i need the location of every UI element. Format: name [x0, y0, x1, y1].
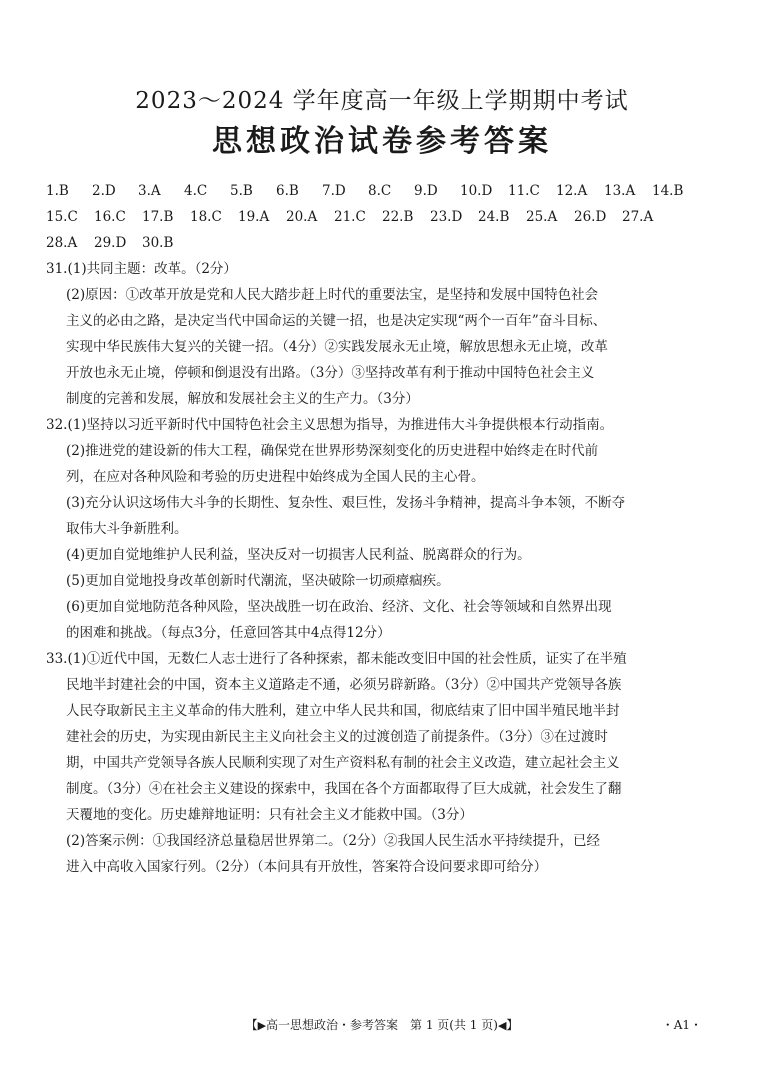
answer-line: (5)更加自觉地投身改革创新时代潮流，坚决破除一切顽瘴痼疾。 — [66, 573, 450, 589]
footer-text: 高一思想政治・参考答案 第 1 页(共 1 页) — [266, 1018, 498, 1032]
answer-line: 实现中华民族伟大复兴的关键一招。（4分）②实践发展永无止境，解放思想永无止境，改革 — [66, 339, 608, 355]
answer-line: 进入中高收入国家行列。（2分）（本问具有开放性，答案符合设问要求即可给分） — [66, 859, 548, 875]
answer-line: 制度。（3分）④在社会主义建设的探索中，我国在各个方面都取得了巨大成就，社会发生了翻 — [66, 781, 622, 797]
answer-line: 31.(1)共同主题：改革。（2分） — [46, 261, 237, 277]
choice-answer: 2.D — [92, 183, 116, 199]
choice-answer: 14.B — [652, 183, 684, 199]
answer-line: 开放也永无止境，停顿和倒退没有出路。（3分）③坚持改革有利于推动中国特色社会主义 — [66, 365, 595, 381]
choice-answer: 9.D — [414, 183, 438, 199]
choice-answer: 19.A — [238, 209, 270, 225]
answer-line: 32.(1)坚持以习近平新时代中国特色社会主义思想为指导，为推进伟大斗争提供根本行动指南。 — [46, 417, 614, 433]
choice-answers-row — [46, 178, 726, 204]
choice-answer: 28.A — [46, 235, 78, 251]
answer-line: (2)原因：①改革开放是党和人民大踏步赶上时代的重要法宝，是坚持和发展中国特色社会 — [66, 287, 599, 303]
choice-answer: 25.A — [526, 209, 558, 225]
choice-answer: 18.C — [190, 209, 222, 225]
choice-answer: 16.C — [94, 209, 126, 225]
right-triangle-icon: ▶ — [257, 1019, 267, 1032]
question-32 — [46, 412, 726, 646]
footer-right-bracket: 】 — [506, 1018, 519, 1032]
question-33 — [46, 646, 726, 880]
choice-answers — [46, 178, 726, 256]
answer-line: 建社会的历史，为实现由新民主主义向社会主义的过渡创造了前提条件。（3分）③在过渡时 — [66, 729, 608, 745]
choice-answer: 10.D — [460, 183, 493, 199]
choice-answer: 20.A — [286, 209, 318, 225]
choice-answer: 7.D — [322, 183, 346, 199]
footer-left-bracket: 【 — [245, 1018, 258, 1032]
answer-line: (2)推进党的建设新的伟大工程，确保党在世界形势深刻变化的历史进程中始终走在时代前 — [66, 443, 599, 459]
page-footer — [0, 1016, 764, 1033]
left-triangle-icon: ◀ — [497, 1019, 507, 1032]
answer-line: 人民夺取新民主主义革命的伟大胜利，建立中华人民共和国，彻底结束了旧中国半殖民地半封 — [66, 703, 620, 719]
choice-answer: 23.D — [430, 209, 463, 225]
choice-answers-row — [46, 230, 726, 256]
essay-answers — [46, 256, 726, 880]
choice-answer: 29.D — [94, 235, 127, 251]
choice-answer: 13.A — [604, 183, 636, 199]
answer-line: 列，在应对各种风险和考验的历史进程中始终成为全国人民的主心骨。 — [66, 469, 485, 485]
answer-line: 制度的完善和发展，解放和发展社会主义的生产力。（3分） — [66, 391, 419, 407]
answer-line: 天覆地的变化。历史雄辩地证明：只有社会主义才能救中国。（3分） — [66, 807, 473, 823]
exam-title: 2023～2024 学年度高一年级上学期期中考试 — [135, 88, 629, 114]
choice-answer: 12.A — [556, 183, 588, 199]
page-code: ・A1・ — [661, 1018, 702, 1032]
choice-answer: 3.A — [138, 183, 161, 199]
answer-line: 取伟大斗争新胜利。 — [66, 521, 188, 537]
choice-answer: 22.B — [382, 209, 414, 225]
choice-answer: 30.B — [142, 235, 174, 251]
choice-answer: 26.D — [574, 209, 607, 225]
answer-line: (3)充分认识这场伟大斗争的长期性、复杂性、艰巨性，发扬斗争精神，提高斗争本领，不断夺 — [66, 495, 626, 511]
answer-line: (6)更加自觉地防范各种风险，坚决战胜一切在政治、经济、文化、社会等领域和自然界出现 — [66, 599, 612, 615]
choice-answer: 6.B — [276, 183, 299, 199]
question-31 — [46, 256, 726, 412]
choice-answer: 27.A — [622, 209, 654, 225]
answer-line: (4)更加自觉地维护人民利益，坚决反对一切损害人民利益、脱离群众的行为。 — [66, 547, 531, 563]
choice-answer: 4.C — [184, 183, 208, 199]
choice-answer: 21.C — [334, 209, 366, 225]
answer-line: 33.(1)①近代中国，无数仁人志士进行了各种探索，都未能改变旧中国的社会性质，证实了在半殖 — [46, 651, 627, 667]
choice-answer: 5.B — [230, 183, 253, 199]
choice-answer: 17.B — [142, 209, 174, 225]
choice-answer: 24.B — [478, 209, 510, 225]
document-title: 思想政治试卷参考答案 — [212, 124, 552, 159]
answer-line: 民地半封建社会的中国，资本主义道路走不通，必须另辟新路。（3分）②中国共产党领导各族 — [66, 677, 622, 693]
choice-answer: 11.C — [508, 183, 540, 199]
answer-line: 的困难和挑战。（每点3分，任意回答其中4点得12分） — [66, 625, 391, 641]
choice-answer: 15.C — [46, 209, 78, 225]
choice-answer: 1.B — [46, 183, 69, 199]
choice-answer: 8.C — [368, 183, 392, 199]
answer-line: 主义的必由之路，是决定当代中国命运的关键一招，也是决定实现“两个一百年”奋斗目标、 — [66, 313, 607, 329]
answer-line: 期，中国共产党领导各族人民顺利实现了对生产资料私有制的社会主义改造，建立起社会主义 — [66, 755, 620, 771]
answer-line: (2)答案示例：①我国经济总量稳居世界第二。（2分）②我国人民生活水平持续提升，已经 — [66, 833, 600, 849]
choice-answers-row — [46, 204, 726, 230]
